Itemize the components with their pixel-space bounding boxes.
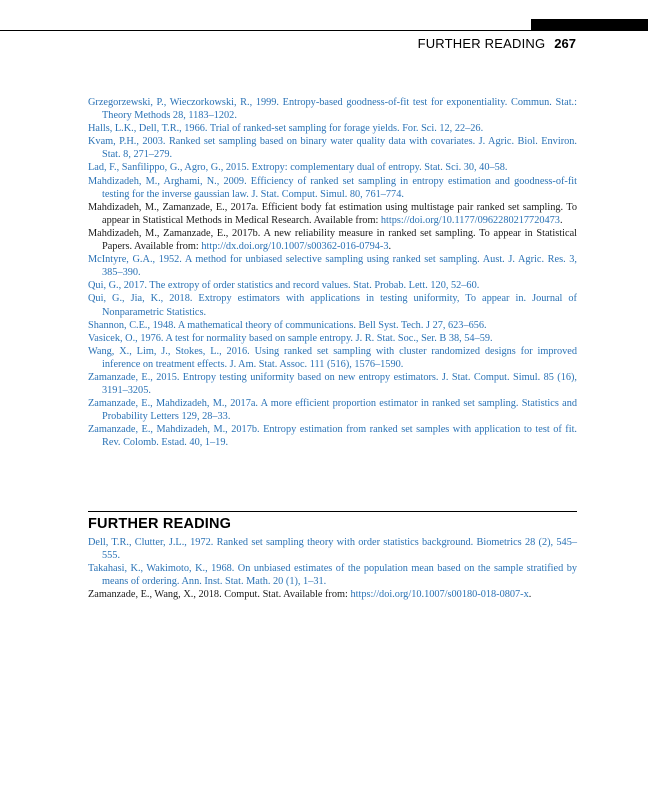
- reference-item: Qui, G., 2017. The extropy of order statistics and record values. Stat. Probab. Lett. 120, 52–60.: [88, 280, 480, 292]
- section-divider: [88, 511, 577, 512]
- reference-doi-link[interactable]: http://dx.doi.org/10.1007/s00362-016-0794-3: [201, 241, 389, 253]
- further-reading-doi-link[interactable]: https://doi.org/10.1007/s00180-018-0807-x: [350, 589, 529, 601]
- reference-item: Zamanzade, E., 2015. Entropy testing uniformity based on new entropy estimators. J. Stat. Comput. Simul. 85 (16), 3191–3205.: [88, 371, 577, 397]
- reference-item: Wang, X., Lim, J., Stokes, L., 2016. Using ranked set sampling with cluster randomized designs for improved inference on treatment effects. J. Am. Stat. Assoc. 111 (516), 1576–1590.: [88, 345, 577, 370]
- running-head: [418, 36, 576, 51]
- further-reading-list: [88, 536, 577, 601]
- reference-list: [88, 96, 577, 450]
- reference-item: Halls, L.K., Dell, T.R., 1966. Trial of ranked-set sampling for forage yields. For. Sci. 12, 22–26.: [88, 123, 484, 135]
- reference-item: McIntyre, G.A., 1952. A method for unbiased selective sampling using ranked set sampling. Aust. J. Agric. Res. 3, 385–390.: [88, 254, 577, 279]
- further-reading-item: Zamanzade, E., Wang, X., 2018. Comput. Stat. Available from: https://doi.org/10.1007/s00180-018-0807-x.: [88, 589, 532, 601]
- reference-item: Shannon, C.E., 1948. A mathematical theory of communications. Bell Syst. Tech. J 27, 623–656.: [88, 319, 487, 331]
- further-reading-item: Takahasi, K., Wakimoto, K., 1968. On unbiased estimates of the population mean based on the sample stratified by means of ordering. Ann. Inst. Stat. Math. 20 (1), 1–31.: [88, 563, 577, 588]
- reference-item: Grzegorzewski, P., Wieczorkowski, R., 1999. Entropy-based goodness-of-fit test for exponentiality. Commun. Stat.: Theory Methods 28, 1183–1202.: [88, 97, 577, 122]
- reference-item: Vasicek, O., 1976. A test for normality based on sample entropy. J. R. Stat. Soc., Ser. B 38, 54–59.: [88, 332, 493, 344]
- reference-item: Zamanzade, E., Mahdizadeh, M., 2017a. A more efficient proportion estimator in ranked set sampling. Statistics and Probability Letters 129, 28–33.: [88, 398, 577, 423]
- running-head-section: FURTHER READING: [417, 36, 546, 51]
- header-bar: [531, 19, 648, 30]
- reference-item: Kvam, P.H., 2003. Ranked set sampling based on binary water quality data with covariates. J. Agric. Biol. Environ. Stat. 8, 271–279.: [88, 136, 577, 161]
- header-rule: [0, 30, 648, 31]
- reference-item: Lad, F., Sanfilippo, G., Agro, G., 2015. Extropy: complementary dual of entropy. Stat. Sci. 30, 40–58.: [88, 162, 508, 174]
- further-reading-heading: FURTHER READING: [88, 516, 232, 532]
- reference-doi-link[interactable]: https://doi.org/10.1177/0962280217720473: [380, 214, 560, 226]
- reference-item: Mahdizadeh, M., Zamanzade, E., 2017a. Efficient body fat estimation using multistage pair ranked set sampling. To appear in Statistical Methods in Medical Research. Available from: https://doi.org/10.1177/0962280217720473.: [88, 201, 577, 226]
- reference-item: Zamanzade, E., Mahdizadeh, M., 2017b. Entropy estimation from ranked set samples with application to test of fit. Rev. Colomb. Estad. 40, 1–19.: [88, 424, 577, 449]
- reference-item: Qui, G., Jia, K., 2018. Extropy estimators with applications in testing uniformity, To appear in. Journal of Nonparametric Statistics.: [88, 293, 577, 318]
- further-reading-item: Dell, T.R., Clutter, J.L., 1972. Ranked set sampling theory with order statistics background. Biometrics 28 (2), 545–555.: [88, 537, 577, 562]
- reference-item: Mahdizadeh, M., Zamanzade, E., 2017b. A new reliability measure in ranked set sampling. To appear in Statistical Papers. Available from: http://dx.doi.org/10.1007/s00362-016-0794-3.: [88, 227, 577, 253]
- reference-item: Mahdizadeh, M., Arghami, N., 2009. Efficiency of ranked set sampling in entropy estimation and goodness-of-fit testing for the inverse gaussian law. J. Stat. Comput. Simul. 80, 761–774.: [88, 175, 577, 200]
- page-number: 267: [554, 36, 576, 51]
